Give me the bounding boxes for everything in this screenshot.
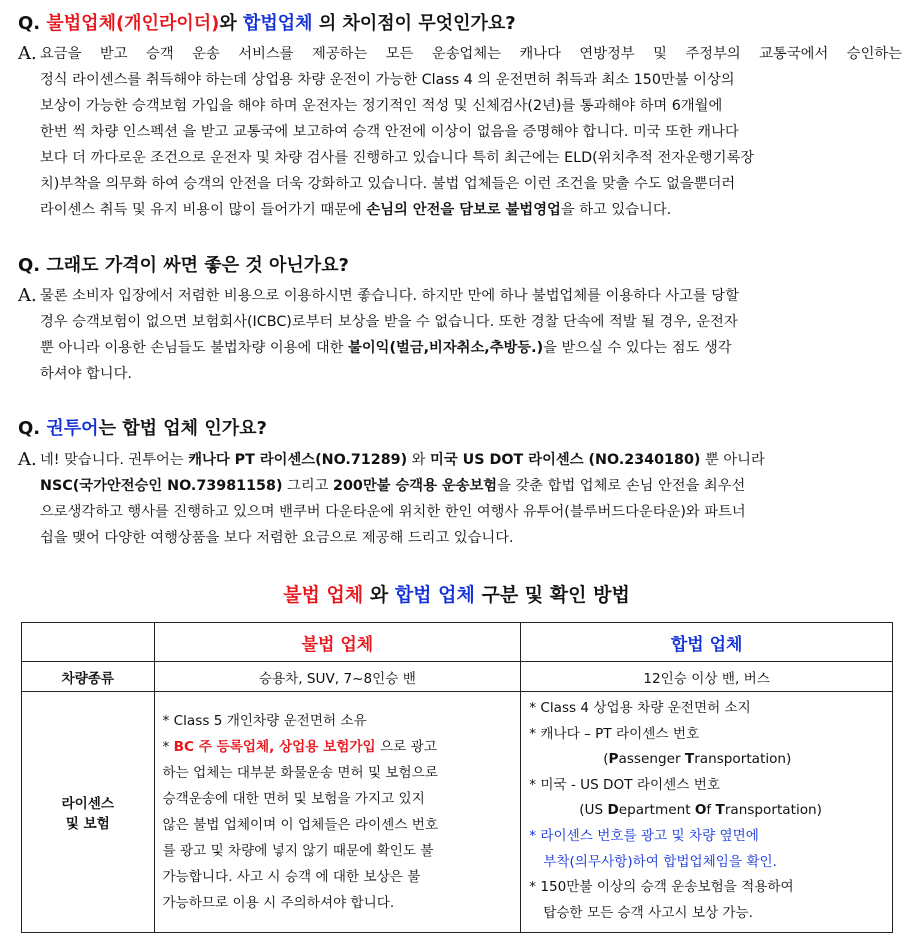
detail-text: assenger [618, 751, 685, 768]
answer-line: 보다 더 까다로운 조건으로 운전자 및 차량 검사를 진행하고 있습니다 특히 최근에는 ELD(위치추적 전자운행기록장 [40, 150, 755, 166]
answer-line: 쉽을 맺어 다양한 여행상품을 보다 저렴한 요금으로 제공해 드리고 있습니다. [40, 530, 514, 546]
answer-line: 보상이 가능한 승객보험 가입을 해야 하며 운전자는 정기적인 적성 및 신체검사(2년)를 통과해야 하며 6개월에 [40, 98, 723, 114]
company-name: 권투어 [46, 418, 99, 439]
answer-mark: A. [18, 285, 37, 306]
answer-line: 치)부착을 의무화 하여 승객의 안전을 더욱 강화하고 있습니다. 불법 업체들은 이런 조건을 맞출 수도 없을뿐더러 [40, 176, 736, 192]
table-header-row [22, 623, 893, 662]
detail-text: epartment [618, 802, 695, 819]
row-head-text: 라이센스 [61, 796, 115, 812]
answer-line: 요금을 받고 승객 운송 서비스를 제공하는 모든 운송업체는 캐나다 연방정부 및 주정부의 교통국에서 승인하는 [40, 46, 902, 62]
answer-text: 와 [407, 452, 431, 468]
nsc-number: NSC(국가안전승인 NO.73981158) [40, 478, 283, 494]
q-prefix: Q. [18, 13, 47, 34]
row-head-vehicle: 차량종류 [22, 662, 155, 692]
title-text: 와 [363, 584, 395, 606]
q-text: 는 합법 업체 인가요? [98, 418, 267, 439]
detail-line [163, 734, 513, 760]
legal-highlight: 합법업체 [243, 13, 313, 34]
detail-initial: T [715, 802, 725, 819]
comparison-table [21, 622, 893, 933]
answer-mark: A. [18, 449, 37, 470]
answer-mark: A. [18, 43, 37, 64]
answer-line [18, 197, 902, 223]
illegal-license-details [154, 692, 521, 933]
answer-text: 그리고 [282, 478, 334, 494]
legal-vehicle: 12인승 이상 밴, 버스 [521, 662, 893, 692]
detail-line: * Class 4 상업용 차량 운전면허 소지 [529, 700, 751, 716]
detail-initial: P [608, 751, 619, 768]
title-text: 구분 및 확인 방법 [474, 584, 630, 606]
question-2: Q. 그래도 가격이 싸면 좋은 것 아닌가요? [18, 255, 349, 276]
answer-bold: 손님의 안전을 담보로 불법영업 [366, 202, 561, 218]
answer-line: 물론 소비자 입장에서 저렴한 비용으로 이용하시면 좋습니다. 하지만 만에 하나 불법업체를 이용하다 사고를 당할 [40, 288, 739, 304]
detail-text: (US [579, 802, 608, 819]
answer-line: 으로생각하고 행사를 진행하고 있으며 밴쿠버 다운타운에 위치한 한인 여행사 유투어(블루버드다운타운)와 파트너 [40, 504, 746, 520]
answer-2 [18, 283, 902, 387]
detail-line: 부착(의무사항)하여 합법업체임을 확인. [543, 853, 777, 870]
detail-line: 하는 업체는 대부분 화물운송 면허 및 보험으로 [162, 765, 438, 781]
answer-line [18, 447, 902, 473]
detail-text: 으로 광고 [375, 739, 437, 755]
insurance-amount: 200만불 승객용 운송보험 [333, 478, 498, 494]
legal-license-details [521, 692, 893, 933]
q-text: 와 [219, 13, 244, 34]
dot-license: 미국 US DOT 라이센스 (NO.2340180) [430, 452, 701, 468]
detail-text: ( [603, 751, 609, 768]
answer-bold: 불이익(벌금,비자취소,추방등.) [348, 340, 544, 356]
illegal-claim: BC 주 등록업체, 상업용 보험가입 [173, 739, 376, 755]
detail-initial: T [684, 751, 695, 768]
detail-line: 탑승한 모든 승객 사고시 보상 가능. [543, 904, 754, 921]
pt-license: 캐나다 PT 라이센스(NO.71289) [188, 452, 408, 468]
row-head-text: 및 보험 [65, 816, 110, 832]
answer-line: 하셔야 합니다. [40, 366, 132, 382]
answer-line: 경우 승객보험이 없으면 보험회사(ICBC)로부터 보상을 받을 수 없습니다. 또한 경찰 단속에 적발 될 경우, 운전자 [40, 314, 738, 330]
answer-3 [18, 447, 902, 551]
bullet: * [162, 739, 174, 755]
detail-line [529, 747, 884, 773]
detail-initial: O [694, 802, 707, 819]
detail-line: * 미국 - US DOT 라이센스 번호 [529, 776, 720, 793]
detail-line: * 캐나다 – PT 라이센스 번호 [529, 725, 700, 742]
question-1 [18, 12, 516, 36]
legal-label: 합법 업체 [394, 584, 475, 606]
illegal-label: 불법 업체 [283, 584, 364, 606]
detail-line: 를 광고 및 차량에 넣지 않기 때문에 확인도 불 [162, 843, 434, 859]
detail-line: 승객운송에 대한 면허 및 보험을 가지고 있지 [162, 791, 425, 807]
detail-text: ransportation) [724, 802, 822, 819]
header-illegal: 불법 업체 [154, 623, 521, 662]
answer-line: 정식 라이센스를 취득해야 하는데 상업용 차량 운전이 가능한 Class 4 의 운전면허 취득과 최소 150만불 이상의 [40, 72, 735, 88]
detail-line: 가능합니다. 사고 시 승객 에 대한 보상은 불 [162, 869, 421, 885]
row-head-license [22, 692, 155, 933]
answer-text: 라이센스 취득 및 유지 비용이 많이 들어가기 때문에 [40, 202, 367, 218]
answer-line [18, 473, 902, 499]
detail-line: 가능하므로 이용 시 주의하셔야 합니다. [162, 895, 395, 911]
answer-text: 네! 맞습니다. 권투어는 [40, 452, 189, 468]
answer-text: 뿐 아니라 [700, 452, 765, 468]
question-3 [18, 417, 267, 441]
detail-line: * 라이센스 번호를 광고 및 차량 옆면에 [529, 827, 759, 844]
header-empty-cell [22, 623, 155, 662]
answer-text: 을 받으실 수 있다는 점도 생각 [543, 340, 732, 356]
illegal-highlight: 불법업체(개인라이더) [46, 13, 220, 34]
answer-text: 을 하고 있습니다. [560, 202, 672, 218]
q-prefix: Q. [18, 418, 47, 439]
q-text: 의 차이점이 무엇인가요? [312, 13, 516, 34]
answer-line [18, 335, 902, 361]
detail-initial: D [607, 802, 619, 819]
detail-line [529, 798, 884, 824]
detail-text: f [706, 802, 716, 819]
detail-line: 않은 불법 업체이며 이 업체들은 라이센스 번호 [162, 817, 438, 833]
illegal-vehicle: 승용차, SUV, 7~8인승 밴 [154, 662, 521, 692]
answer-text: 뿐 아니라 이용한 손님들도 불법차량 이용에 대한 [40, 340, 349, 356]
answer-1 [18, 41, 902, 223]
table-row [22, 692, 893, 933]
detail-line: * Class 5 개인차량 운전면허 소유 [162, 713, 367, 729]
detail-text: ransportation) [694, 751, 792, 768]
header-legal: 합법 업체 [521, 623, 893, 662]
comparison-title [0, 582, 913, 608]
detail-line: * 150만불 이상의 승객 운송보험을 적용하여 [529, 879, 794, 896]
answer-line: 한번 씩 차량 인스펙션 을 받고 교통국에 보고하여 승객 안전에 이상이 없음을 증명해야 합니다. 미국 또한 캐나다 [40, 124, 739, 140]
answer-text: 을 갖춘 합법 업체로 손님 안전을 최우선 [497, 478, 746, 494]
table-row [22, 662, 893, 692]
